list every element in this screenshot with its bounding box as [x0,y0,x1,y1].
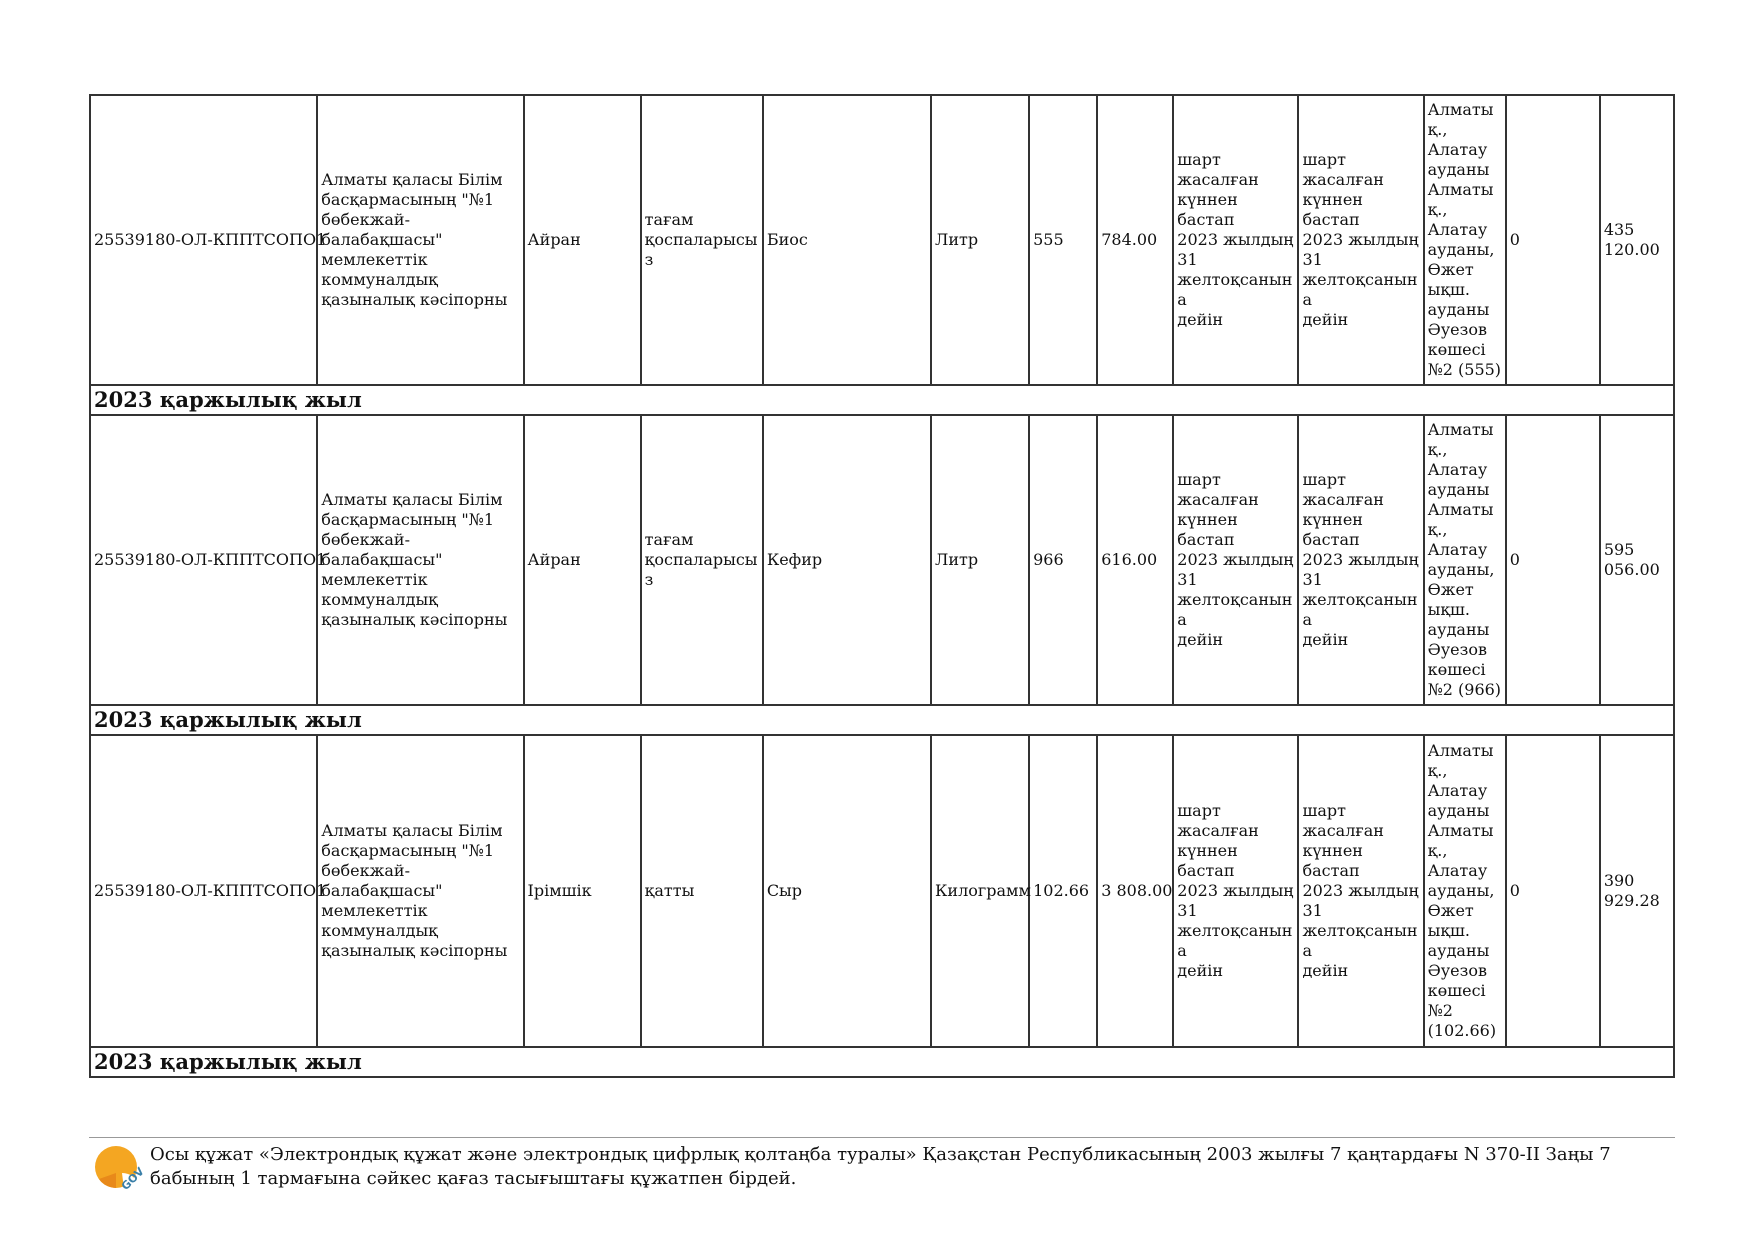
characteristic-cell: тағам қоспаларысыз [641,95,763,385]
item-name-cell: Ірімшік [524,735,641,1047]
brand-cell: Сыр [763,735,931,1047]
quantity-cell: 966 [1029,415,1097,705]
footer-divider [89,1137,1675,1138]
procurement-table [89,94,1675,1078]
term-end-cell: шарт жасалған күннен бастап 2023 жылдың 31 желтоқсанына дейін [1298,735,1423,1047]
advance-cell: 0 [1506,95,1600,385]
table-row [90,735,1674,1047]
price-cell: 3 808.00 [1097,735,1173,1047]
section-title: 2023 қаржылық жыл [90,385,1674,415]
lot-id-cell: 25539180-ОЛ-КППТСОПО1 [90,95,317,385]
item-name-cell: Айран [524,415,641,705]
svg-text:GOV: GOV [118,1164,147,1193]
section-row [90,705,1674,735]
address-cell: Алматы қ., Алатау ауданы Алматы қ., Алатау ауданы, Өжет ықш. ауданы Әуезов көшесі №2 (102.66) [1424,735,1506,1047]
quantity-cell: 102.66 [1029,735,1097,1047]
customer-cell: Алматы қаласы Білім басқармасының "№1 бөбекжай-балабақшасы" мемлекеттік коммуналдық қазыналық кәсіпорны [317,95,523,385]
unit-cell: Литр [931,95,1029,385]
footer [94,1143,1674,1203]
term-start-cell: шарт жасалған күннен бастап 2023 жылдың 31 желтоқсанына дейін [1173,95,1298,385]
quantity-cell: 555 [1029,95,1097,385]
sum-cell: 435 120.00 [1600,95,1674,385]
section-title: 2023 қаржылық жыл [90,1047,1674,1077]
address-cell: Алматы қ., Алатау ауданы Алматы қ., Алатау ауданы, Өжет ықш. ауданы Әуезов көшесі №2 (966) [1424,415,1506,705]
section-row [90,385,1674,415]
section-row [90,1047,1674,1077]
term-start-cell: шарт жасалған күннен бастап 2023 жылдың 31 желтоқсанына дейін [1173,415,1298,705]
lot-id-cell: 25539180-ОЛ-КППТСОПО1 [90,735,317,1047]
egov-sun-logo-icon [94,1143,147,1193]
unit-cell: Литр [931,415,1029,705]
customer-cell: Алматы қаласы Білім басқармасының "№1 бөбекжай-балабақшасы" мемлекеттік коммуналдық қазыналық кәсіпорны [317,415,523,705]
unit-cell: Килограмм [931,735,1029,1047]
lot-id-cell: 25539180-ОЛ-КППТСОПО1 [90,415,317,705]
term-end-cell: шарт жасалған күннен бастап 2023 жылдың 31 желтоқсанына дейін [1298,415,1423,705]
table-row [90,415,1674,705]
advance-cell: 0 [1506,735,1600,1047]
item-name-cell: Айран [524,95,641,385]
sum-cell: 595 056.00 [1600,415,1674,705]
term-start-cell: шарт жасалған күннен бастап 2023 жылдың 31 желтоқсанына дейін [1173,735,1298,1047]
price-cell: 784.00 [1097,95,1173,385]
brand-cell: Кефир [763,415,931,705]
advance-cell: 0 [1506,415,1600,705]
characteristic-cell: қатты [641,735,763,1047]
price-cell: 616.00 [1097,415,1173,705]
customer-cell: Алматы қаласы Білім басқармасының "№1 бөбекжай-балабақшасы" мемлекеттік коммуналдық қазыналық кәсіпорны [317,735,523,1047]
legal-notice: Осы құжат «Электрондық құжат және электрондық цифрлық қолтаңба туралы» Қазақстан Республикасының 2003 жылғы 7 қаңтардағы N 370-II Заңы 7 бабының 1 тармағына сәйкес қағаз тасығыштағы құжатпен бірдей. [150,1144,1611,1189]
section-title: 2023 қаржылық жыл [90,705,1674,735]
address-cell: Алматы қ., Алатау ауданы Алматы қ., Алатау ауданы, Өжет ықш. ауданы Әуезов көшесі №2 (555) [1424,95,1506,385]
term-end-cell: шарт жасалған күннен бастап 2023 жылдың 31 желтоқсанына дейін [1298,95,1423,385]
characteristic-cell: тағам қоспаларысыз [641,415,763,705]
brand-cell: Биос [763,95,931,385]
sum-cell: 390 929.28 [1600,735,1674,1047]
table-row [90,95,1674,385]
